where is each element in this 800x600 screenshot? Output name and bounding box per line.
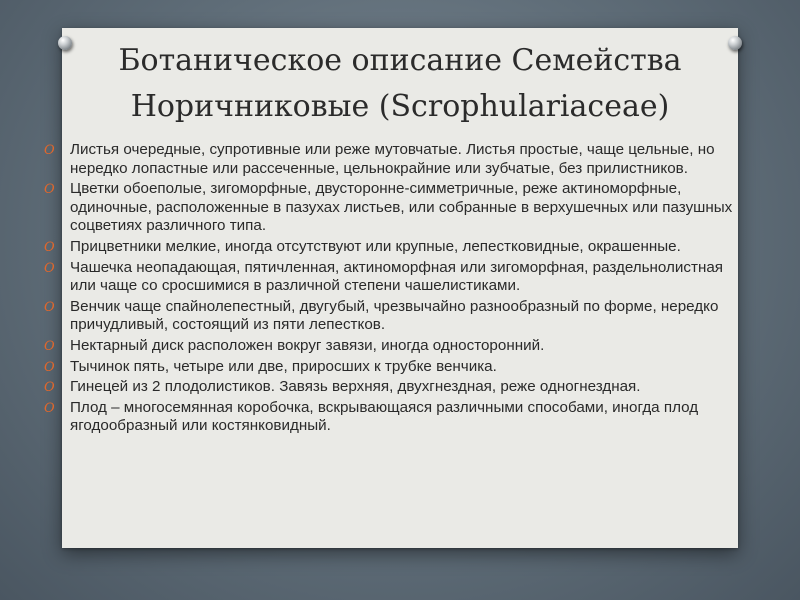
list-item-text: Тычинок пять, четыре или две, приросших к трубке венчика.: [70, 357, 497, 375]
list-item: [44, 259, 744, 296]
title-line-1: Ботаническое описание Семейства: [118, 43, 682, 78]
list-item: [44, 141, 744, 178]
list-item: [44, 298, 744, 335]
list-item-text: Прицветники мелкие, иногда отсутствуют или крупные, лепестковидные, окрашенные.: [70, 237, 681, 255]
bullet-icon: O: [44, 143, 55, 158]
bullet-icon: O: [44, 338, 55, 354]
title-line-2: Норичниковые (Scrophulariaceae): [130, 89, 670, 124]
list-item-text: Гинецей из 2 плодолистиков. Завязь верхняя, двухгнездная, реже одногнездная.: [70, 378, 641, 396]
bullet-icon: O: [44, 239, 55, 255]
list-item: [44, 358, 744, 377]
list-item: [44, 337, 744, 356]
list-item-text: Нектарный диск расположен вокруг завязи, иногда односторонний.: [70, 336, 545, 354]
list-item-text: Плод – многосемянная коробочка, вскрывающаяся различными способами, иногда плод ягодообразный или костянковидный.: [70, 398, 699, 435]
list-item-text: Венчик чаще спайнолепестный, двугубый, чрезвычайно разнообразный по форме, нередко причудливый, состоящий из пяти лепестков.: [70, 297, 719, 334]
bullet-icon: O: [44, 260, 55, 276]
bullet-icon: O: [44, 299, 55, 315]
bullet-list: [44, 141, 744, 438]
list-item-text: Чашечка неопадающая, пятичленная, актиноморфная или зигоморфная, раздельнолистная или чаще со сросшимися в различной степени чашелистиками.: [70, 258, 724, 295]
list-item: [44, 238, 744, 257]
list-item-text: Листья очередные, супротивные или реже мутовчатые. Листья простые, чаще цельные, но нередко лопастные или рассеченные, цельнокрайние или зубчатые, без прилистников.: [70, 141, 715, 177]
bullet-icon: O: [44, 182, 55, 198]
bullet-icon: O: [44, 359, 55, 375]
list-item-text: Цветки обоеполые, зигоморфные, двусторонне-симметричные, реже актиноморфные, одиночные, расположенные в пазухах листьев, или собранные в верхушечных или пазушных соцветиях различного типа.: [70, 180, 733, 235]
bullet-icon: O: [44, 380, 55, 396]
list-item: [44, 399, 744, 436]
slide-title: [62, 38, 738, 130]
bullet-icon: O: [44, 400, 55, 416]
list-item: [44, 378, 744, 397]
list-item: [44, 180, 744, 236]
